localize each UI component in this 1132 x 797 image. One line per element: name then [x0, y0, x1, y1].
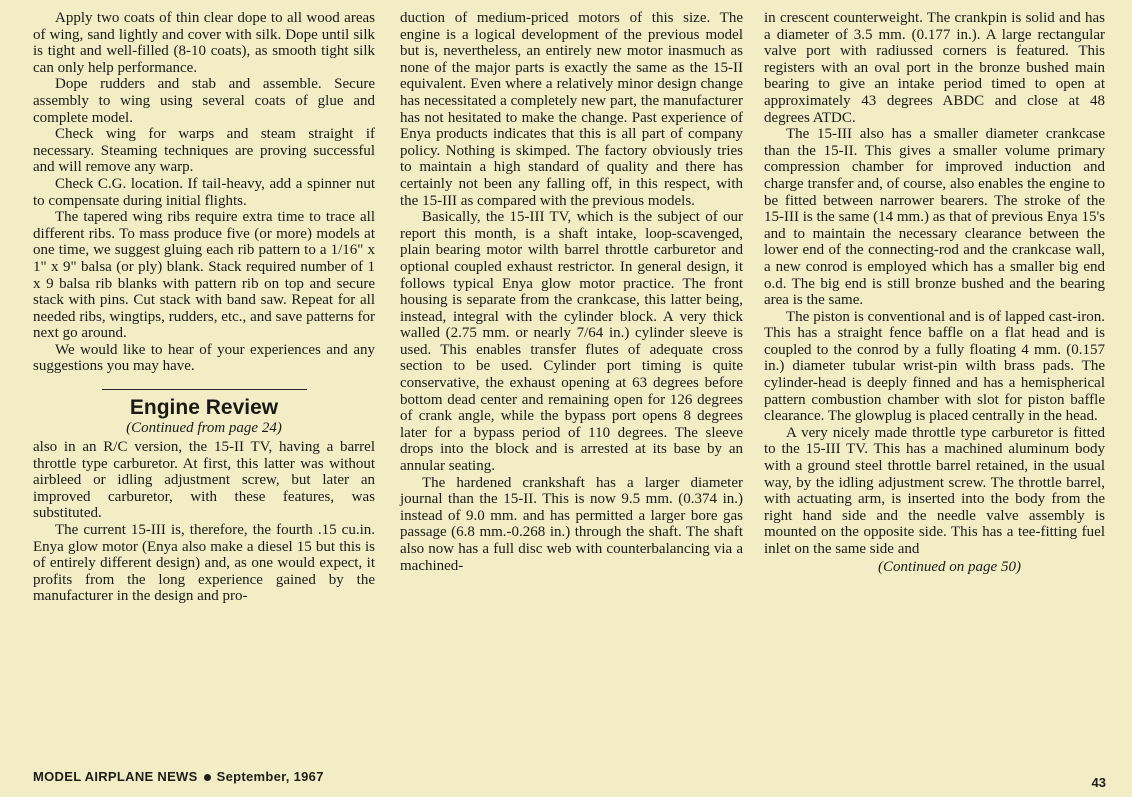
paragraph: duction of medium-priced motors of this size. The engine is a logical development of the previous model but is, nevertheless, an entirely new motor inasmuch as none of the major parts is exactly the same as the 15-II equivalent. Even where a relatively minor design change has necessitated a completely new part, the manufacturer has not hesitated to make the change. Past experience of Enya products indicates that this is all part of company policy. Nothing is skimped. The factory obviously tries to maintain a high standard of quality and there has certainly not been any falling off, in this respect, with the 15-III as compared with the previous models. — [400, 10, 743, 209]
divider — [102, 389, 307, 390]
issue-date: September, 1967 — [216, 769, 324, 784]
column-2 — [400, 10, 743, 574]
paragraph: The tapered wing ribs require extra time to trace all different ribs. To mass produce five (or more) models at one time, we suggest gluing each rib pattern to a 1/16" x 1" x 9" balsa (or ply) blank. Stack required number of 1 x 9 balsa rib blanks with pattern rib on top and secure stack with pins. Cut stack with band saw. Repeat for all needed ribs, wingtips, rudders, etc., and save patterns for next go around. — [33, 209, 375, 342]
section-heading — [33, 389, 375, 437]
magazine-name: MODEL AIRPLANE NEWS — [33, 769, 198, 784]
page-footer — [33, 769, 324, 784]
column-1 — [33, 10, 375, 605]
paragraph: Dope rudders and stab and assemble. Secure assembly to wing using several coats of glue and complete model. — [33, 76, 375, 126]
paragraph: The current 15-III is, therefore, the fourth .15 cu.in. Enya glow motor (Enya also make a diesel 15 but this is of entirely different design) and, as one would expect, it profits from the long experience gained by the manufacturer in the design and pro- — [33, 522, 375, 605]
paragraph: The hardened crankshaft has a larger diameter journal than the 15-II. This is now 9.5 mm. (0.374 in.) instead of 9.0 mm. and has permitted a larger bore gas passage (6.8 mm.-0.268 in.) through the shaft. The shaft also now has a full disc web with counterbalancing via a machined- — [400, 474, 743, 574]
paragraph: The 15-III also has a smaller diameter crankcase than the 15-II. This gives a smaller volume primary compression chamber for improved induction and charge transfer and, of course, also enables the engine to be fitted between narrower bearers. The stroke of the 15-III is the same (14 mm.) as that of previous Enya 15's and to maintain the necessary clearance between the lower end of the connecting-rod and the crankcase wall, a new conrod is employed which has a smaller big end o.d. The big end is still bronze bushed and the bearing area is the same. — [764, 126, 1105, 309]
paragraph: Basically, the 15-III TV, which is the subject of our report this month, is a shaft intake, loop-scavenged, plain bearing motor wilth barrel throttle carburetor and optional coupled exhaust restrictor. In general design, it follows typical Enya glow motor practice. The front housing is separate from the crankcase, this latter being, instead, integral with the cylinder block. A very thick walled (2.75 mm. or nearly 7/64 in.) cylinder sleeve is used. This enables transfer flutes of adequate cross section to be used. Cylinder port timing is quite conservative, the exhaust opening at 63 degrees before bottom dead center and remaining open for 126 degrees of crank angle, while the bypass port opens 8 degrees later for a bypass period of 110 degrees. The sleeve drops into the block and is arrested at its base by an annular seating. — [400, 209, 743, 475]
paragraph: also in an R/C version, the 15-II TV, having a barrel throttle type carburetor. At first, this latter was without airbleed or idling adjustment screw, but later an improved carburetor, with these features, was substituted. — [33, 439, 375, 522]
paragraph: We would like to hear of your experiences and any suggestions you may have. — [33, 341, 375, 375]
paragraph: The piston is conventional and is of lapped cast-iron. This has a straight fence baffle on a flat head and is coupled to the conrod by a fully floating 4 mm. (0.157 in.) diameter tubular wrist-pin wilth brass pads. The cylinder-head is deeply finned and has a hemispherical pattern combustion chamber with slot for piston baffle clearance. The glowplug is placed centrally in the head. — [764, 308, 1105, 425]
continued-from-note: (Continued from page 24) — [126, 420, 282, 437]
section-title: Engine Review — [129, 396, 279, 420]
paragraph: Check C.G. location. If tail-heavy, add a spinner nut to compensate during initial flights. — [33, 175, 375, 209]
column-3 — [764, 10, 1105, 575]
paragraph: Apply two coats of thin clear dope to all wood areas of wing, sand lightly and cover with silk. Dope until silk is tight and well-filled (8-10 coats), as smooth tight silk can only help performance. — [33, 10, 375, 76]
continued-on-note: (Continued on page 50) — [878, 558, 1021, 575]
paragraph: Check wing for warps and steam straight if necessary. Steaming techniques are proving successful and will remove any warp. — [33, 126, 375, 176]
page-number: 43 — [1091, 775, 1106, 790]
paragraph: A very nicely made throttle type carburetor is fitted to the 15-III TV. This has a machined aluminum body with a ground steel throttle barrel retained, in the usual way, by the idling adjustment screw. The throttle barrel, with actuating arm, is inserted into the body from the right hand side and the needle valve assembly is mounted on the opposite side. This has a tee-fitting fuel inlet on the same side and — [764, 424, 1105, 557]
bullet-icon — [204, 774, 211, 781]
paragraph: in crescent counterweight. The crankpin is solid and has a diameter of 3.5 mm. (0.177 in.). A large rectangular valve port with radiussed corners is featured. This registers with an oval port in the bronze bushed main bearing to give an intake period timed to open at approximately 43 degrees ABDC and close at 48 degrees ATDC. — [764, 10, 1105, 126]
